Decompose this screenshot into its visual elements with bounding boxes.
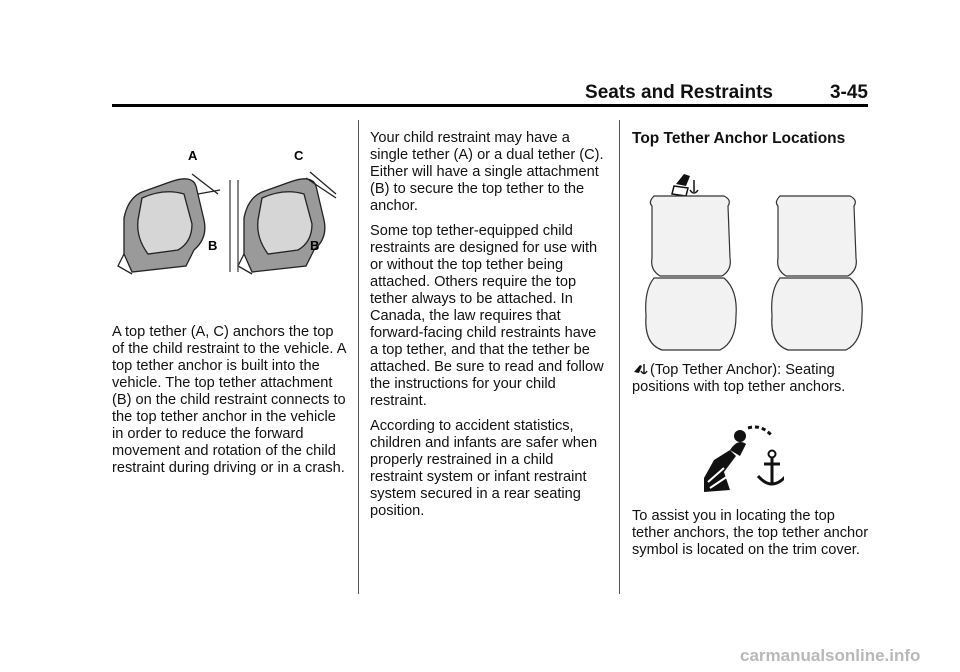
tether-description: A top tether (A, C) anchors the top of the child restraint to the vehicle. A top tether anchor is built into the vehicle. The top tether attachment (B) on the child restraint connects to the top tether anchor in the vehicle in order to reduce the forward movement and rotation of the child restraint during driving or in a crash.	[112, 324, 346, 476]
top-tether-anchor-symbol	[700, 420, 784, 496]
section-title: Seats and Restraints	[585, 82, 773, 103]
seat-positions-diagram	[632, 166, 868, 360]
seat-outline-right	[772, 196, 863, 350]
watermark: carmanualsonline.info	[740, 646, 921, 665]
anchor-description-text: (Top Tether Anchor): Seating positions with top tether anchors.	[632, 362, 846, 395]
label-c: C	[294, 148, 304, 163]
page-header	[112, 82, 868, 104]
page-number: 3-45	[829, 82, 868, 103]
header-rule	[112, 104, 868, 107]
column-divider-2	[619, 120, 620, 594]
tether-requirements-paragraph: Some top tether-equipped child restraints are designed for use with or without the top tether being attached. Others require the top tether always to be attached. In Canada, the law requires that forward-facing child restraints have a top tether, and that the tether be attached. Be sure to read and follow the instructions for your child restraint.	[370, 223, 604, 409]
column-divider-1	[358, 120, 359, 594]
label-b-right: B	[310, 238, 320, 253]
accident-statistics-paragraph: According to accident statistics, children and infants are safer when properly restrained in a child restraint system or infant restraint system secured in a rear seating position.	[370, 418, 598, 519]
label-a: A	[188, 148, 198, 163]
anchor-location-paragraph: To assist you in locating the top tether anchors, the top tether anchor symbol is located on the trim cover.	[632, 508, 869, 558]
tether-types-paragraph: Your child restraint may have a single tether (A) or a dual tether (C). Either will have a single attachment (B) to secure the top tether to the anchor.	[370, 130, 604, 214]
child-seat-tether-diagram	[112, 138, 348, 282]
section-heading: Top Tether Anchor Locations	[632, 130, 846, 147]
anchor-symbol-description	[632, 362, 876, 396]
column-2	[370, 130, 608, 528]
top-tether-anchor-icon	[672, 174, 698, 196]
anchor-inline-icon	[632, 362, 648, 376]
column-3	[632, 130, 876, 157]
column-1	[112, 324, 348, 485]
label-b-left: B	[208, 238, 218, 253]
seat-outline-left	[646, 196, 737, 350]
